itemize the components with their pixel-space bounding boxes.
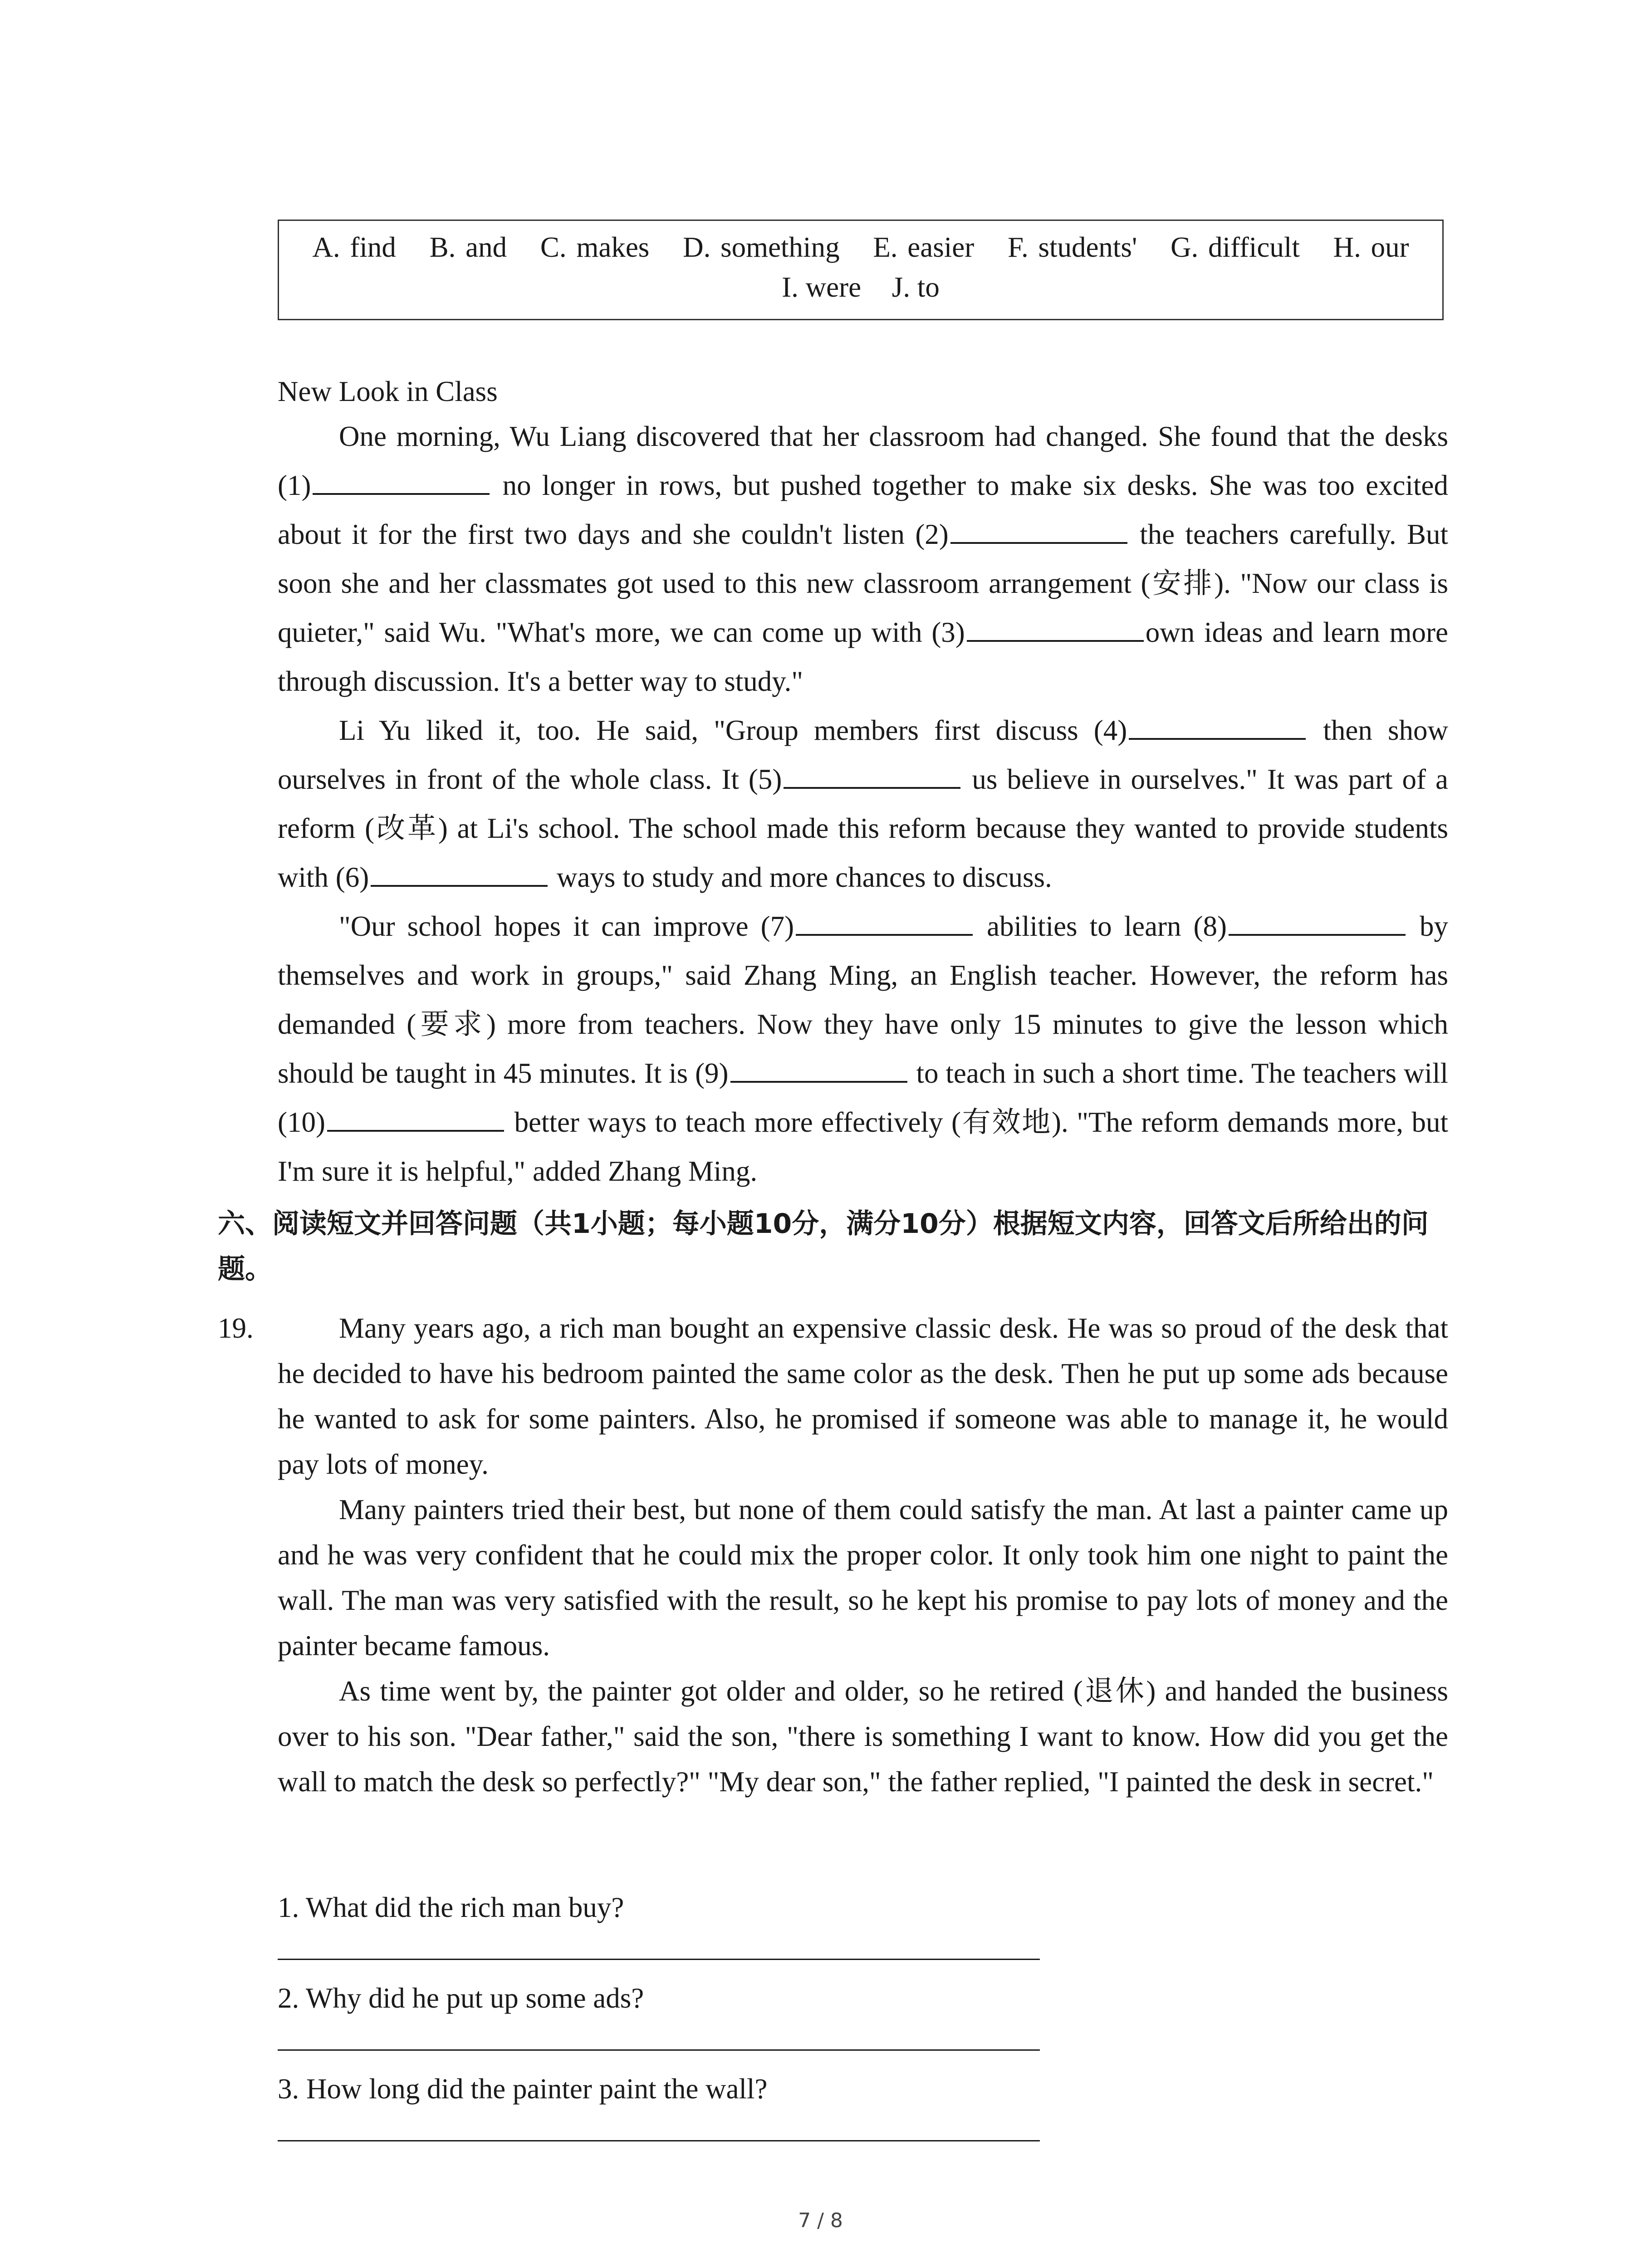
passage-text: better ways to teach more effectively (有效地). "The reform demands more, but I'm sure it is helpful," added Zhang Ming. bbox=[278, 1106, 1448, 1187]
passage-text: us believe in ourselves." It was part of a reform (改革) at Li's school. The school made this reform because they wanted to provide students with (6) bbox=[278, 763, 1448, 893]
passage-text: no longer in rows, but pushed together to make six desks. She was too excited about it for the first two days and she couldn't listen (2) bbox=[278, 469, 1448, 550]
word-bank-row-1 bbox=[279, 227, 1442, 267]
blank-8[interactable] bbox=[1229, 934, 1406, 936]
blank-6[interactable] bbox=[371, 885, 548, 887]
blank-5[interactable] bbox=[784, 787, 960, 789]
passage-title: New Look in Class bbox=[278, 376, 498, 407]
passage-text: abilities to learn (8) bbox=[975, 910, 1227, 942]
passage-text: by themselves and work in groups," said Zhang Ming, an English teacher. However, the reform has demanded (要求) more from teachers. Now they have only 15 minutes to give the lesson which should be taught in 45 minutes. It is (9) bbox=[278, 910, 1448, 1089]
passage-text: "Our school hopes it can improve (7) bbox=[339, 910, 794, 942]
story-paragraph-3: As time went by, the painter got older and older, so he retired (退休) and handed the business over to his son. "Dear father," said the son, "there is something I want to know. How did you get the wall to match the desk so perfectly?" "My dear son," the father replied, "I painted the desk in secret." bbox=[278, 1675, 1448, 1798]
blank-9[interactable] bbox=[730, 1080, 907, 1083]
word-option: D. something bbox=[683, 231, 840, 263]
word-option: F. students' bbox=[1007, 231, 1137, 263]
blank-1[interactable] bbox=[313, 493, 490, 495]
page-number: 7 / 8 bbox=[798, 2209, 843, 2232]
story-paragraph-1: Many years ago, a rich man bought an expensive classic desk. He was so proud of the desk that he decided to have his bedroom painted the same color as the desk. Then he put up some ads because he wanted to ask for some painters. Also, he promised if someone was able to manage it, he would pay lots of money. bbox=[278, 1312, 1448, 1480]
question-number: 19. bbox=[218, 1312, 254, 1344]
word-option: A. find bbox=[312, 231, 396, 263]
passage-text: then show ourselves in front of the whole class. It (5) bbox=[278, 714, 1448, 795]
word-option: B. and bbox=[429, 231, 507, 263]
cloze-passage bbox=[278, 412, 1448, 1196]
blank-4[interactable] bbox=[1129, 738, 1306, 740]
passage-text: the teachers carefully. But soon she and her classmates got used to this new classroom arrangement (安排). "Now our class is quieter," said Wu. "What's more, we can come up with (3) bbox=[278, 518, 1448, 648]
question-text: 2. Why did he put up some ads? bbox=[278, 1982, 644, 2014]
word-option: I. were bbox=[782, 271, 862, 303]
word-option: E. easier bbox=[873, 231, 975, 263]
passage-text: to teach in such a short time. The teachers will (10) bbox=[278, 1057, 1448, 1138]
passage-paragraph-3 bbox=[278, 902, 1448, 1196]
passage-text: One morning, Wu Liang discovered that her classroom had changed. She found that the desks (1) bbox=[278, 420, 1448, 501]
word-option: J. to bbox=[892, 271, 940, 303]
passage-paragraph-2 bbox=[278, 706, 1448, 902]
passage-text: own ideas and learn more through discussion. It's a better way to study." bbox=[278, 616, 1448, 697]
answer-line[interactable] bbox=[278, 1959, 1040, 1960]
answer-line[interactable] bbox=[278, 2049, 1040, 2051]
passage-text: Li Yu liked it, too. He said, "Group members first discuss (4) bbox=[339, 714, 1127, 746]
answer-line[interactable] bbox=[278, 2140, 1040, 2141]
blank-3[interactable] bbox=[967, 640, 1144, 642]
story-paragraph-2: Many painters tried their best, but none of them could satisfy the man. At last a painter came up and he was very confident that he could mix the proper color. It only took him one night to paint the wall. The man was very satisfied with the result, so he kept his promise to pay lots of money and the painter became famous. bbox=[278, 1494, 1448, 1662]
passage-paragraph-1 bbox=[278, 412, 1448, 706]
question-text: 1. What did the rich man buy? bbox=[278, 1892, 624, 1923]
blank-7[interactable] bbox=[796, 934, 973, 936]
word-option: G. difficult bbox=[1171, 231, 1300, 263]
word-option: C. makes bbox=[540, 231, 650, 263]
blank-2[interactable] bbox=[950, 542, 1127, 544]
passage-text: ways to study and more chances to discuss. bbox=[549, 861, 1052, 893]
section-6-heading: 六、阅读短文并回答问题（共1小题；每小题10分，满分10分）根据短文内容，回答文后所给出的问题。 bbox=[218, 1208, 1429, 1285]
blank-10[interactable] bbox=[327, 1129, 504, 1132]
question-text: 3. How long did the painter paint the wall? bbox=[278, 2073, 768, 2105]
word-bank-box bbox=[278, 220, 1444, 320]
word-bank-row-2 bbox=[279, 267, 1442, 307]
word-option: H. our bbox=[1333, 231, 1409, 263]
reading-passage bbox=[278, 1305, 1448, 1804]
